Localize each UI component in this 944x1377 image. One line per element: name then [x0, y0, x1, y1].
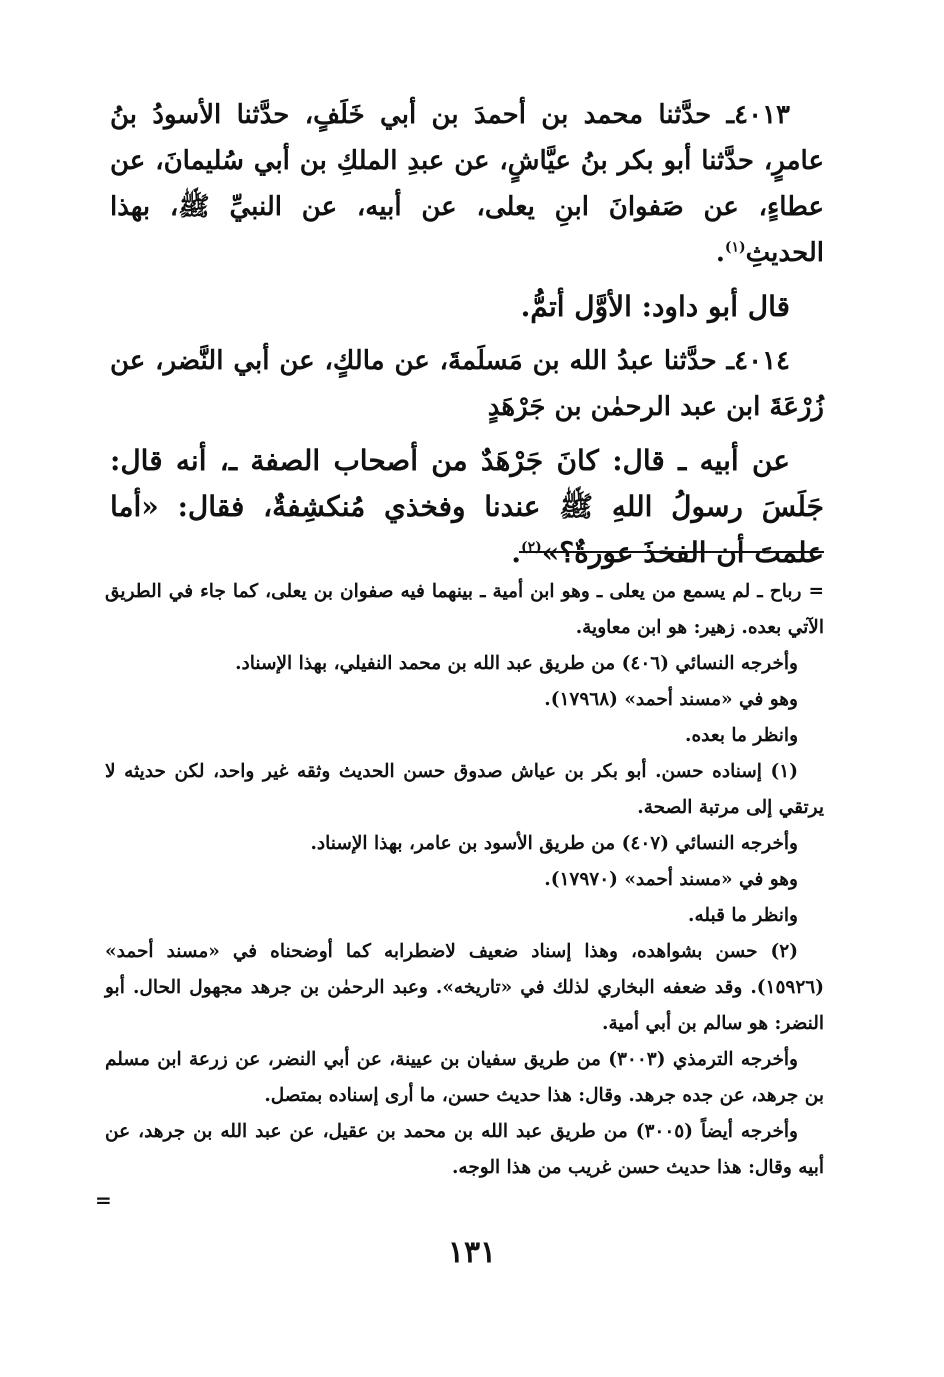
page-number: ١٣١ [447, 1235, 497, 1270]
footnote-line: وأخرجه أيضاً (٣٠٠٥) من طريق عبد الله بن محمد بن عقيل، عن عبد الله بن جرهد، عن أبيه وقال: هذا حديث حسن غريب من هذا الوجه. [105, 1121, 824, 1178]
footnote-line: وهو في «مسند أحمد» (١٧٩٦٨). [544, 689, 798, 710]
main-text [110, 92, 824, 584]
abu-dawud-comment: قال أبو داود: الأوَّل أتمُّ. [520, 290, 790, 323]
footnote-continuation: = رباح ـ لم يسمع من يعلى ـ وهو ابن أمية ـ بينهما فيه صفوان بن يعلى، كما جاء في الطريق الآتي بعده. زهير: هو ابن معاوية. [105, 581, 824, 638]
footnote-line: وانظر ما بعده. [685, 725, 798, 746]
hadith-4014-end: . [511, 536, 521, 569]
hadith-4013-text: ٤٠١٣ـ حدَّثنا محمد بن أحمدَ بن أبي خَلَفٍ، حدَّثنا الأسودُ بنُ عامرٍ، حدَّثنا أبو بكر بنُ عيَّاشٍ، عن عبدِ الملكِ بن أبي سُليمانَ، عن عطاءٍ، عن صَفوانَ ابنِ يعلى، عن أبيه، عن النبيِّ ﷺ، بهذا الحديثِ [110, 100, 825, 268]
footnote-line: وانظر ما قبله. [688, 905, 798, 926]
footnote-line: وأخرجه النسائي (٤٠٧) من طريق الأسود بن عامر، بهذا الإسناد. [310, 833, 798, 854]
hadith-4013-end: . [715, 238, 725, 268]
footnote-1: (١) إسناده حسن. أبو بكر بن عياش صدوق حسن الحديث وثقه غير واحد، لكن حديثه لا يرتقي إلى مرتبة الصحة. [105, 761, 824, 818]
footnotes [105, 574, 824, 1186]
footnote-line: وأخرجه الترمذي (٣٠٠٣) من طريق سفيان بن عيينة، عن أبي النضر، عن زرعة ابن مسلم بن جرهد، عن جده جرهد. وقال: هذا حديث حسن، ما أرى إسناده بمتصل. [105, 1049, 824, 1106]
footnote-separator [519, 551, 824, 553]
hadith-4014-isnad: ٤٠١٤ـ حدَّثنا عبدُ الله بن مَسلَمةَ، عن مالكٍ، عن أبي النَّضر، عن زُرْعَةَ ابن عبد الرحمٰن بن جَرْهَدٍ [110, 346, 824, 422]
footnote-line: وأخرجه النسائي (٤٠٦) من طريق عبد الله بن محمد النفيلي، بهذا الإسناد. [235, 653, 798, 674]
footnote-ref-2: (٢) [521, 539, 542, 556]
footnote-line: وهو في «مسند أحمد» (١٧٩٧٠). [544, 869, 798, 890]
hadith-4013 [110, 92, 824, 276]
continuation-mark: = [95, 1188, 112, 1212]
hadith-4014-matn-text: عن أبيه ـ قال: كانَ جَرْهَدٌ من أصحاب الصفة ـ، أنه قال: جَلَسَ رسولُ اللهِ ﷺ عندنا وفخذي مُنكشِفةٌ، فقال: «أما علمتَ أن الفخذَ عورةٌ؟» [110, 444, 824, 569]
footnote-ref-1: (١) [724, 239, 746, 256]
footnote-2: (٢) حسن بشواهده، وهذا إسناد ضعيف لاضطرابه كما أوضحناه في «مسند أحمد» (١٥٩٢٦). وقد ضعفه البخاري لذلك في «تاريخه». وعبد الرحمٰن بن جرهد مجهول الحال. أبو النضر: هو سالم بن أبي أمية. [105, 941, 824, 1034]
hadith-4014-matn [110, 438, 824, 576]
